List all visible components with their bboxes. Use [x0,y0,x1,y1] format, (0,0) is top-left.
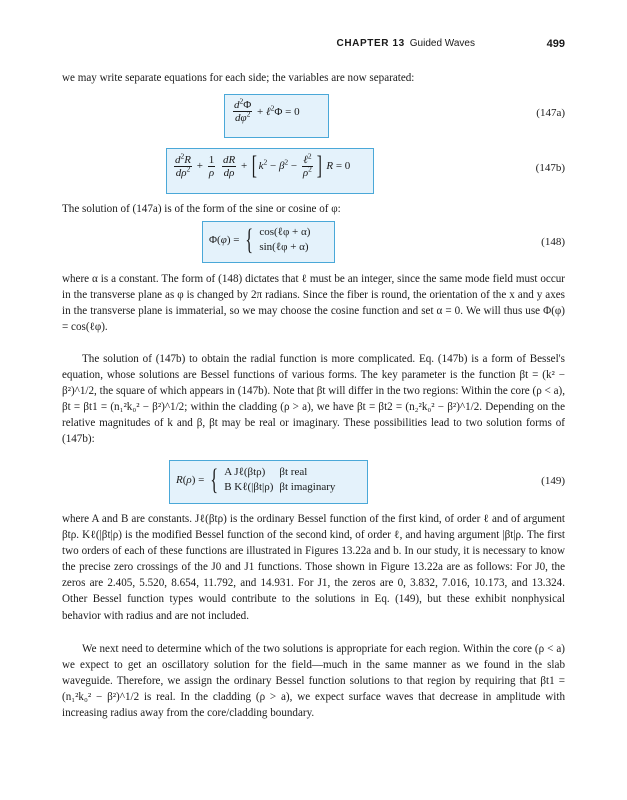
equation-147b: $\frac{d^2R}{d\rho^2}$ + $\frac{1}{\rho}$ $\frac{dR}{d\rho}$ + [ $k^2 - \beta^2$ − $\frac{\ell^2}{\rho^2}$ ] R = 0 [175,150,351,180]
equation-148-box [202,221,335,263]
equation-149-label: (149) [541,475,565,487]
paragraph-solution-147a: The solution of (147a) is of the form of the sine or cosine of φ: [62,203,341,215]
equation-147a: $\frac{d^2\Phi}{d\varphi^2}$ + ℓ$^2$Φ = 0 [234,96,300,124]
paragraph-bessel-functions: where A and B are constants. Jℓ(βtρ) is the ordinary Bessel function of the first kind, of order ℓ and of argument βtρ. Kℓ(|βt|ρ) is the modified Bessel function of the second kind, of order ℓ, and having argument |βt|ρ. The first two orders of each of these functions are illustrated in Figures 13.22a and b. In our study, it is necessary to know the precise zero crossings of the J0 and J1 functions. Those shown in Figure 13.22a are as follows: For J0, the zeros are 2.405, 5.520, 8.654, 11.792, and 14.931. For J1, the zeros are 0, 3.832, 7.016, 10.173, and 13.324. Other Bessel function types would contribute to the solutions in Eq. (149), but these exhibit nonphysical behavior with radius and are not included. [62,513,565,622]
paragraph-core-cladding: We next need to determine which of the two solutions is appropriate for each region. Within the core (ρ < a) we expect to get an oscillatory solution for the field—much in the same manner as we found in the slab waveguide. Therefore, we assign the ordinary Bessel function solutions to that region by requiring that βt1 = (n₁²k₀² − β²)^1/2 is real. In the cladding (ρ > a), we expect surface waves that decrease in amplitude with increasing radius away from the core/cladding boundary. [62,643,565,720]
page-number: 499 [546,38,565,50]
equation-147a-label: (147a) [536,107,565,119]
paragraph-alpha-constant: where α is a constant. The form of (148) dictates that ℓ must be an integer, since the same mode field must occur in the transverse plane as φ is changed by 2π radians. Since the fiber is round, the orientation of the x and y axes in the transverse plane is immaterial, so we may choose the cosine function and set α = 0. We will thus use Φ(φ) = cos(ℓφ). [62,273,565,334]
equation-147b-box [166,148,374,194]
equation-147a-box [224,94,329,138]
equation-149-box [169,460,368,504]
running-header [62,38,565,52]
chapter-heading: CHAPTER 13 Guided Waves [336,38,475,49]
equation-149: R(ρ) = { A Jℓ(βtρ) βt real B Kℓ(|βt|ρ) βt imaginary [176,463,336,496]
paragraph-intro: we may write separate equations for each side; the variables are now separated: [62,72,415,84]
equation-147b-label: (147b) [535,162,565,174]
paragraph-radial-function: The solution of (147b) to obtain the radial function is more complicated. Eq. (147b) is a form of Bessel's equation, whose solutions are Bessel functions of various forms. The key parameter is the function βt = (k² − β²)^1/2, the square of which appears in (147b). Note that βt will differ in the two regions: Within the core (ρ < a), βt = βt1 = (n₁²k₀² − β²)^1/2; within the cladding (ρ > a), we have βt = βt2 = (n₂²k₀² − β²)^1/2. Depending on the relative magnitudes of k and β, βt may be real or imaginary. These possibilities lead to two solution forms of (147b): [62,353,565,446]
equation-148: Φ(φ) = { cos(ℓφ + α) sin(ℓφ + α) [209,223,311,256]
equation-148-label: (148) [541,236,565,248]
